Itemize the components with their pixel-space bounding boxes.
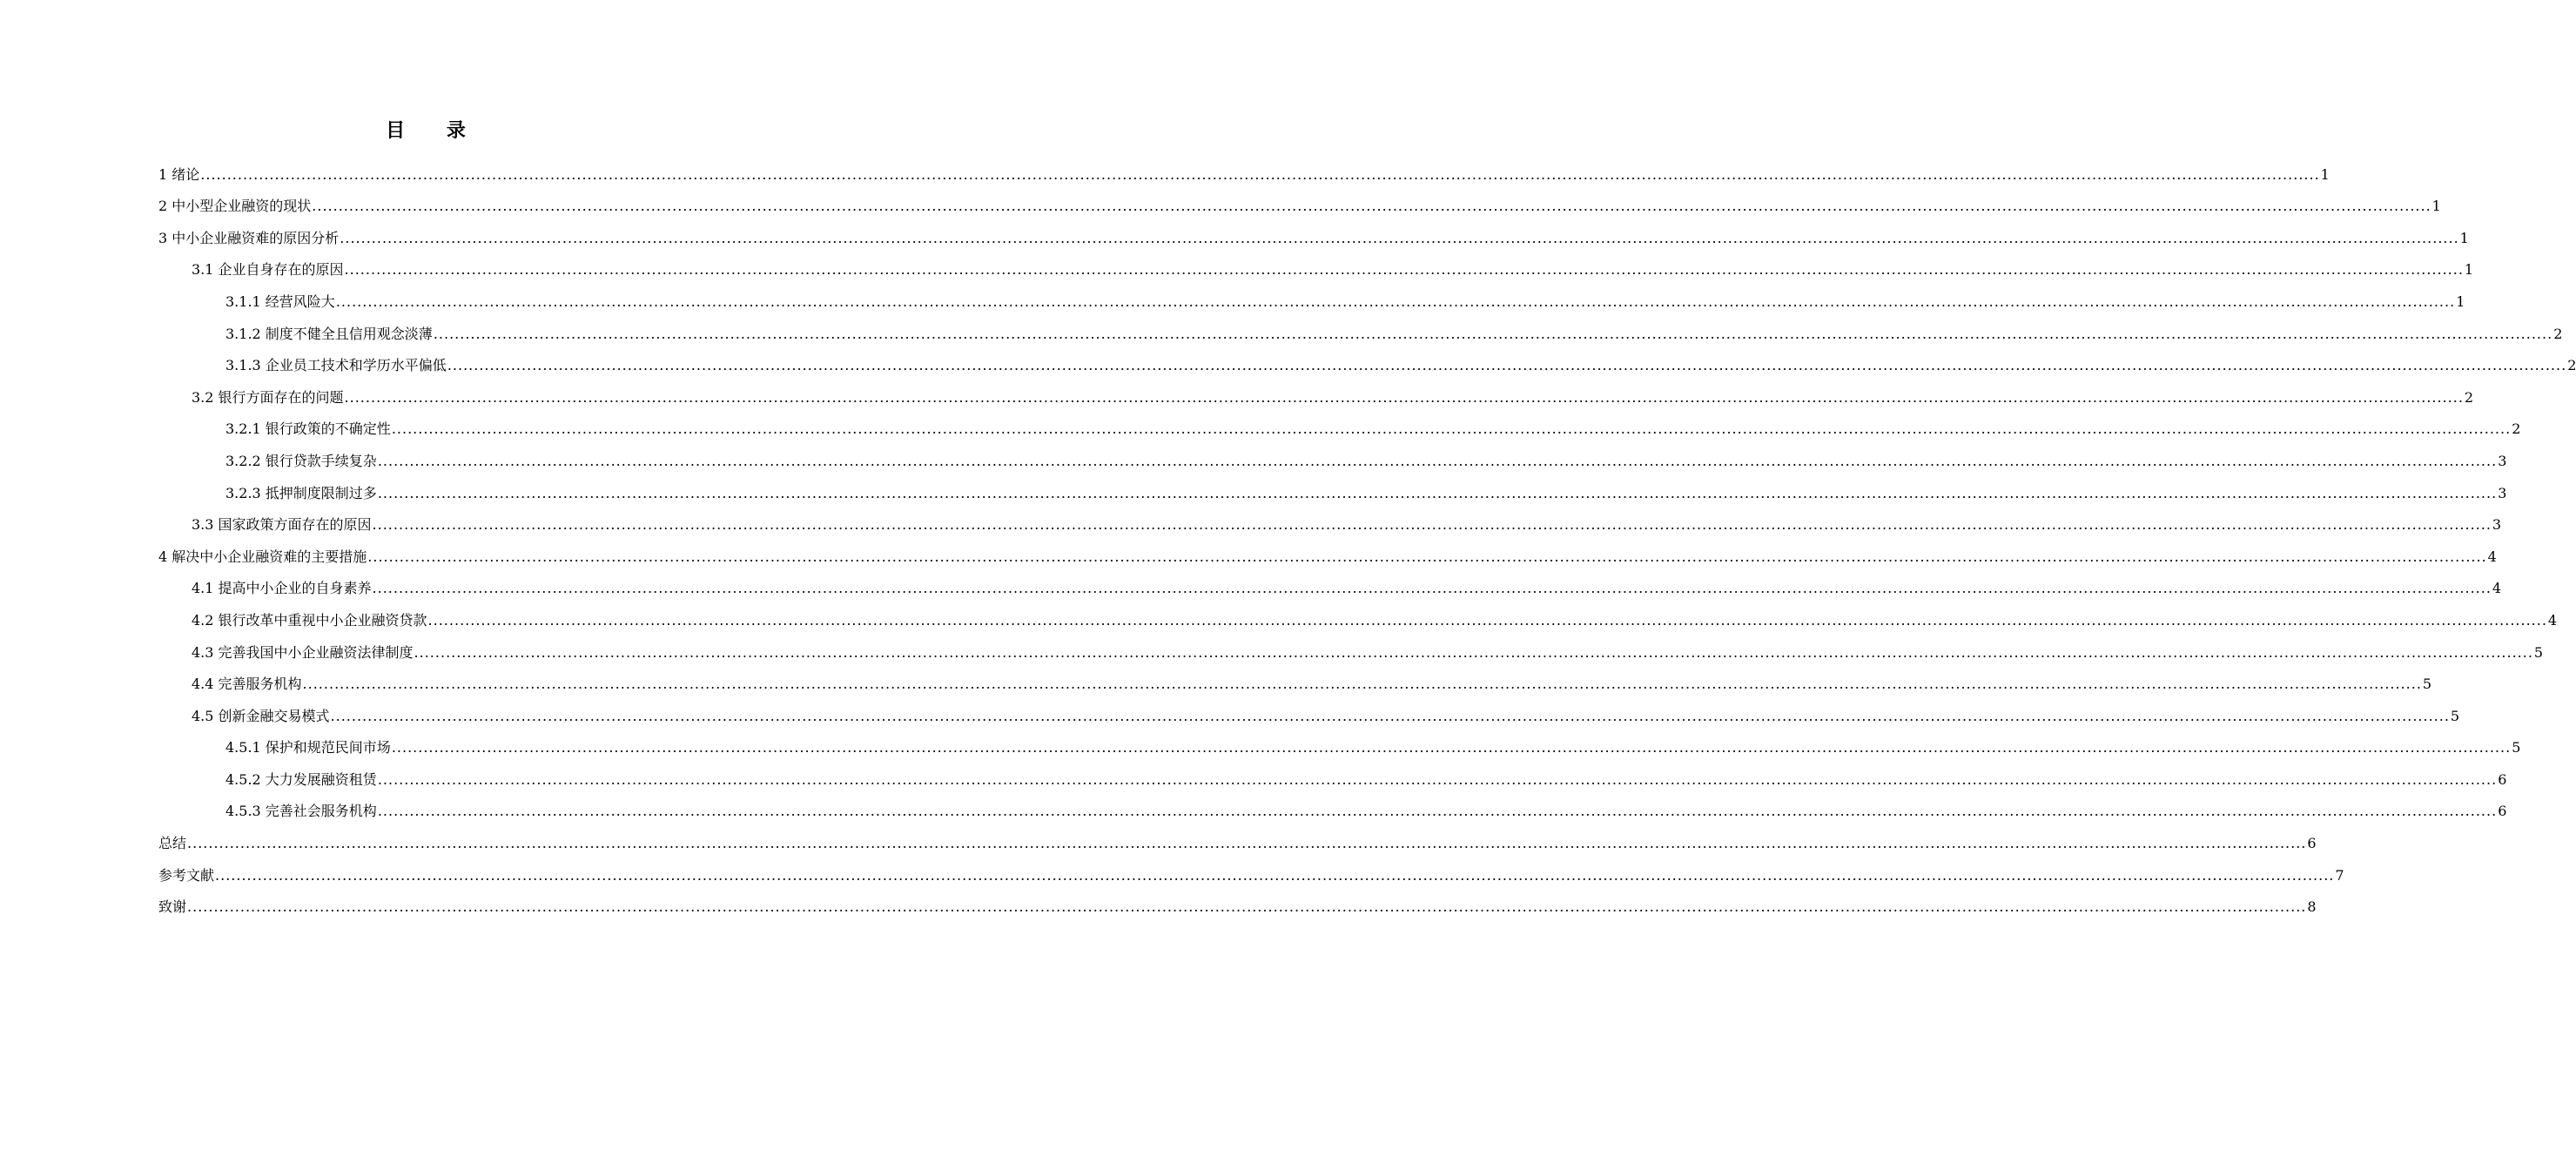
toc-dot-leader: ................................................................................................................................................................................................................................................................................................................................................................................................................ bbox=[187, 835, 2307, 852]
toc-dot-leader: ................................................................................................................................................................................................................................................................................................................................................................................................................ bbox=[302, 676, 2422, 693]
toc-entry-page: 5 bbox=[2422, 676, 2432, 693]
toc-entry-label: 3.2 银行方面存在的问题 bbox=[192, 388, 344, 406]
toc-entry-label: 参考文献 bbox=[158, 866, 215, 884]
toc-entry-page: 8 bbox=[2307, 898, 2317, 916]
toc-entry-page: 5 bbox=[2450, 707, 2460, 724]
toc-entry-label: 3.3 国家政策方面存在的原因 bbox=[192, 516, 372, 534]
toc-entry-label: 3.1 企业自身存在的原因 bbox=[192, 261, 344, 279]
toc-entry-label: 4.3 完善我国中小企业融资法律制度 bbox=[192, 643, 414, 661]
toc-entry-label: 4.4 完善服务机构 bbox=[192, 676, 302, 693]
toc-dot-leader: ................................................................................................................................................................................................................................................................................................................................................................................................................ bbox=[200, 165, 2320, 183]
toc-entry-page: 3 bbox=[2498, 484, 2507, 501]
toc-entry-page: 1 bbox=[2464, 261, 2474, 279]
toc-entry[interactable] bbox=[158, 859, 2344, 891]
toc-entry-page: 2 bbox=[2567, 357, 2576, 374]
toc-dot-leader: ................................................................................................................................................................................................................................................................................................................................................................................................................ bbox=[344, 388, 2464, 406]
toc-entry-page: 2 bbox=[2553, 325, 2563, 342]
toc-entry[interactable] bbox=[158, 381, 2474, 414]
toc-entry-page: 6 bbox=[2498, 803, 2507, 820]
toc-entry[interactable] bbox=[158, 763, 2507, 796]
toc-entry-page: 3 bbox=[2492, 516, 2502, 534]
toc-entry-label: 3.2.3 抵押制度限制过多 bbox=[225, 484, 377, 501]
toc-entry-label: 4.5.2 大力发展融资租赁 bbox=[225, 770, 377, 788]
toc-entry[interactable] bbox=[158, 700, 2460, 732]
toc-entry-label: 致谢 bbox=[158, 898, 187, 916]
toc-entry-page: 1 bbox=[2431, 198, 2441, 215]
toc-list bbox=[158, 158, 2576, 923]
toc-entry-label: 3.1.3 企业员工技术和学历水平偏低 bbox=[225, 357, 447, 374]
toc-entry[interactable] bbox=[158, 732, 2521, 764]
toc-dot-leader: ................................................................................................................................................................................................................................................................................................................................................................................................................ bbox=[312, 198, 2431, 215]
toc-entry[interactable] bbox=[158, 158, 2330, 191]
toc-entry-label: 4.5.1 保护和规范民间市场 bbox=[225, 739, 391, 756]
toc-entry-label: 4.5 创新金融交易模式 bbox=[192, 707, 330, 724]
toc-dot-leader: ................................................................................................................................................................................................................................................................................................................................................................................................................ bbox=[377, 803, 2498, 820]
toc-entry[interactable] bbox=[158, 477, 2507, 509]
toc-dot-leader: ................................................................................................................................................................................................................................................................................................................................................................................................................ bbox=[215, 866, 2335, 884]
toc-entry-page: 7 bbox=[2335, 866, 2344, 884]
toc-dot-leader: ................................................................................................................................................................................................................................................................................................................................................................................................................ bbox=[344, 261, 2464, 279]
toc-entry[interactable] bbox=[158, 509, 2502, 541]
toc-dot-leader: ................................................................................................................................................................................................................................................................................................................................................................................................................ bbox=[367, 548, 2487, 565]
toc-dot-leader: ................................................................................................................................................................................................................................................................................................................................................................................................................ bbox=[335, 292, 2456, 310]
toc-entry-label: 3.2.1 银行政策的不确定性 bbox=[225, 420, 391, 438]
toc-entry-label: 4.1 提高中小企业的自身素养 bbox=[192, 580, 372, 597]
toc-entry-label: 4.5.3 完善社会服务机构 bbox=[225, 803, 377, 820]
toc-entry[interactable] bbox=[158, 541, 2497, 573]
toc-entry-label: 1 绪论 bbox=[158, 165, 200, 183]
toc-entry-label: 3 中小企业融资难的原因分析 bbox=[158, 229, 340, 246]
toc-dot-leader: ................................................................................................................................................................................................................................................................................................................................................................................................................ bbox=[447, 357, 2567, 374]
toc-dot-leader: ................................................................................................................................................................................................................................................................................................................................................................................................................ bbox=[372, 580, 2492, 597]
toc-dot-leader: ................................................................................................................................................................................................................................................................................................................................................................................................................ bbox=[414, 643, 2533, 661]
toc-entry-page: 1 bbox=[2459, 229, 2469, 246]
toc-entry[interactable] bbox=[158, 191, 2441, 223]
toc-entry-label: 3.1.1 经营风险大 bbox=[225, 292, 335, 310]
toc-entry[interactable] bbox=[158, 222, 2469, 254]
toc-dot-leader: ................................................................................................................................................................................................................................................................................................................................................................................................................ bbox=[427, 611, 2547, 629]
toc-entry-page: 4 bbox=[2547, 611, 2558, 629]
toc-entry[interactable] bbox=[158, 891, 2317, 924]
toc-dot-leader: ................................................................................................................................................................................................................................................................................................................................................................................................................ bbox=[391, 739, 2512, 756]
toc-dot-leader: ................................................................................................................................................................................................................................................................................................................................................................................................................ bbox=[377, 452, 2498, 469]
toc-entry-page: 4 bbox=[2487, 548, 2497, 565]
toc-dot-leader: ................................................................................................................................................................................................................................................................................................................................................................................................................ bbox=[330, 707, 2450, 724]
toc-dot-leader: ................................................................................................................................................................................................................................................................................................................................................................................................................ bbox=[377, 484, 2498, 501]
toc-entry[interactable] bbox=[158, 796, 2507, 828]
toc-entry[interactable] bbox=[158, 827, 2317, 859]
toc-entry-page: 6 bbox=[2498, 770, 2507, 788]
toc-dot-leader: ................................................................................................................................................................................................................................................................................................................................................................................................................ bbox=[433, 325, 2553, 342]
toc-entry-label: 3.1.2 制度不健全且信用观念淡薄 bbox=[225, 325, 433, 342]
toc-entry-label: 4 解决中小企业融资难的主要措施 bbox=[158, 548, 367, 565]
toc-entry-page: 5 bbox=[2533, 643, 2544, 661]
toc-entry-page: 2 bbox=[2512, 420, 2521, 438]
toc-entry-page: 1 bbox=[2456, 292, 2465, 310]
toc-entry-page: 5 bbox=[2512, 739, 2521, 756]
toc-entry-label: 3.2.2 银行贷款手续复杂 bbox=[225, 452, 377, 469]
toc-entry[interactable] bbox=[158, 636, 2544, 669]
toc-entry[interactable] bbox=[158, 254, 2474, 286]
toc-entry[interactable] bbox=[158, 318, 2563, 350]
toc-entry[interactable] bbox=[158, 573, 2502, 605]
toc-entry[interactable] bbox=[158, 414, 2521, 446]
toc-entry-page: 2 bbox=[2464, 388, 2474, 406]
toc-entry-label: 总结 bbox=[158, 835, 187, 852]
toc-dot-leader: ................................................................................................................................................................................................................................................................................................................................................................................................................ bbox=[340, 229, 2459, 246]
toc-dot-leader: ................................................................................................................................................................................................................................................................................................................................................................................................................ bbox=[391, 420, 2512, 438]
toc-entry[interactable] bbox=[158, 669, 2432, 701]
toc-title: 目 录 bbox=[386, 119, 483, 142]
toc-entry-page: 3 bbox=[2498, 452, 2507, 469]
toc-entry-label: 4.2 银行改革中重视中小企业融资贷款 bbox=[192, 611, 427, 629]
toc-entry[interactable] bbox=[158, 286, 2465, 318]
toc-entry-page: 1 bbox=[2320, 165, 2330, 183]
toc-dot-leader: ................................................................................................................................................................................................................................................................................................................................................................................................................ bbox=[377, 770, 2498, 788]
toc-entry[interactable] bbox=[158, 350, 2576, 382]
toc-entry-label: 2 中小型企业融资的现状 bbox=[158, 198, 312, 215]
toc-entry[interactable] bbox=[158, 445, 2507, 477]
toc-entry-page: 6 bbox=[2307, 835, 2317, 852]
toc-entry-page: 4 bbox=[2492, 580, 2502, 597]
toc-dot-leader: ................................................................................................................................................................................................................................................................................................................................................................................................................ bbox=[372, 516, 2492, 534]
toc-entry[interactable] bbox=[158, 604, 2558, 636]
toc-dot-leader: ................................................................................................................................................................................................................................................................................................................................................................................................................ bbox=[187, 898, 2307, 916]
